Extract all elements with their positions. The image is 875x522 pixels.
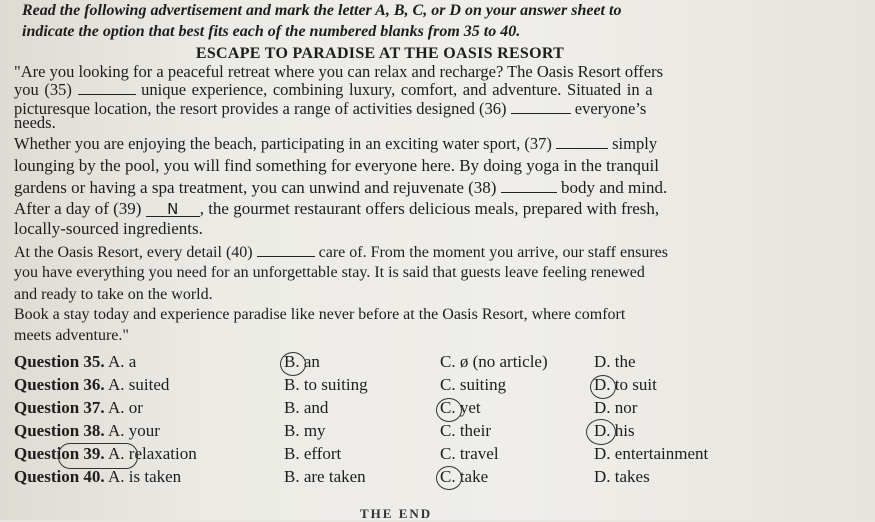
blank-35: [78, 80, 136, 95]
option-b[interactable]: B. and: [284, 398, 329, 417]
passage-text: gardens or having a spa treatment, you can unwind and rejuvenate (38): [14, 178, 497, 197]
passage-text: After a day of (39): [14, 199, 142, 218]
question-label: Question 35. A. a: [14, 352, 137, 371]
passage-line-1: "Are you looking for a peaceful retreat where you can relax and recharge? The Oasis Resort offers: [14, 62, 664, 81]
blank-40: [257, 242, 315, 257]
answer-circle-40c: [436, 466, 462, 490]
option-d[interactable]: D. nor: [594, 398, 638, 417]
instructions-line-2: indicate the option that best fits each of the numbered blanks from 35 to 40.: [22, 23, 521, 40]
passage-text: body and mind.: [560, 178, 668, 197]
blank-39: [146, 202, 200, 217]
passage-text: unique experience, combining luxury, comfort, and adventure. Situated in a: [141, 80, 653, 99]
answer-circle-39a: [58, 443, 138, 469]
footer-the-end: THE END: [360, 506, 433, 521]
passage-line-12: and ready to take on the world.: [14, 286, 213, 303]
option-b[interactable]: B. my: [284, 421, 326, 440]
blank-36: [511, 99, 571, 114]
handwritten-mark: N: [167, 200, 179, 218]
passage-line-11: you have everything you need for an unforgettable stay. It is said that guests leave feeling renewed: [14, 264, 645, 281]
instructions-line-1: Read the following advertisement and mark the letter A, B, C, or D on your answer sheet to: [22, 2, 622, 19]
passage-line-14: meets adventure.": [14, 327, 129, 344]
option-d[interactable]: D. the: [594, 352, 636, 371]
option-c[interactable]: C. yet: [440, 398, 481, 417]
passage-text: At the Oasis Resort, every detail (40): [14, 244, 253, 261]
question-label: Question 40. A. is taken: [14, 467, 182, 486]
passage-line-7: [14, 178, 667, 198]
option-b[interactable]: B. to suiting: [284, 375, 368, 394]
blank-37: [556, 134, 608, 149]
option-c[interactable]: C. take: [440, 467, 489, 486]
passage-line-4: needs.: [14, 113, 56, 132]
option-d[interactable]: D. his: [594, 421, 635, 440]
instructions: [22, 0, 872, 42]
option-d[interactable]: D. to suit: [594, 375, 657, 394]
passage-line-9: locally-sourced ingredients.: [14, 219, 203, 238]
passage-line-8: [14, 199, 659, 219]
option-c[interactable]: C. ø (no article): [440, 352, 548, 371]
question-label: Question 39. A. relaxation: [14, 444, 197, 463]
option-d[interactable]: D. entertainment: [594, 444, 709, 463]
passage-line-10: [14, 242, 668, 262]
blank-38: [501, 178, 557, 193]
option-d[interactable]: D. takes: [594, 467, 650, 486]
passage-text: Whether you are enjoying the beach, participating in an exciting water sport, (37): [14, 134, 552, 153]
answer-circle-38d: [586, 419, 616, 445]
passage-text: , the gourmet restaurant offers delicious meals, prepared with fresh,: [199, 199, 660, 218]
passage-line-5: [14, 134, 657, 154]
passage-line-3: [14, 99, 646, 119]
passage-text: simply: [612, 134, 658, 153]
option-c[interactable]: C. suiting: [440, 375, 507, 394]
question-label: Question 36. A. suited: [14, 375, 170, 394]
question-label: Question 37. A. or: [14, 398, 143, 417]
answer-circle-37c: [436, 398, 462, 422]
option-b[interactable]: B. are taken: [284, 467, 366, 486]
passage-text: everyone’s: [574, 99, 647, 118]
option-c[interactable]: C. their: [440, 421, 491, 440]
passage-line-2: [14, 80, 653, 100]
passage-line-13: Book a stay today and experience paradise like never before at the Oasis Resort, where comfort: [14, 306, 626, 323]
option-b[interactable]: B. effort: [284, 444, 342, 463]
option-c[interactable]: C. travel: [440, 444, 499, 463]
option-b[interactable]: B. an: [284, 352, 320, 371]
answer-circle-35b: [280, 352, 306, 376]
advert-title: ESCAPE TO PARADISE AT THE OASIS RESORT: [195, 45, 565, 62]
passage-text: you (35): [14, 80, 72, 99]
passage-line-6: lounging by the pool, you will find something for everyone here. By doing yoga in the tranquil: [14, 156, 659, 175]
question-label: Question 38. A. your: [14, 421, 160, 440]
passage-text: care of. From the moment you arrive, our staff ensures: [318, 244, 668, 261]
passage-text: picturesque location, the resort provides a range of activities designed (36): [14, 99, 507, 118]
answer-circle-36d: [590, 375, 616, 399]
